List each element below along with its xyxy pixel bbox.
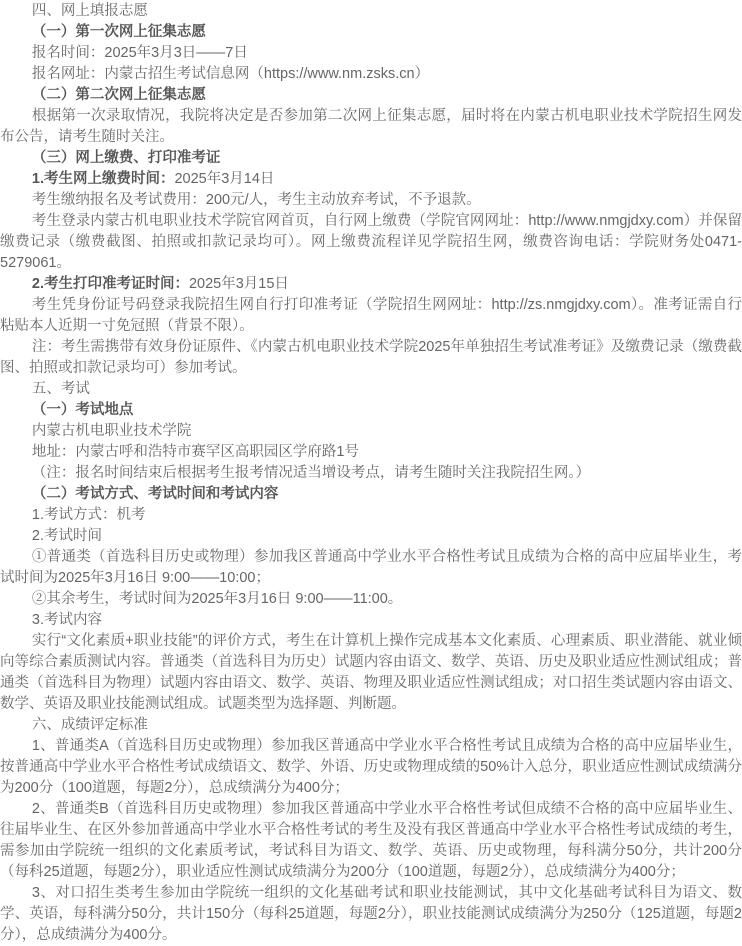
paragraph-text: 2025年3月15日 bbox=[188, 276, 289, 292]
paragraph: ①普通类（首选科目历史或物理）参加我区普通高中学业水平合格性考试且成绩为合格的高中应届毕业生，考试时间为2025年3月16日 9:00——10:00； bbox=[0, 549, 742, 586]
section-title: 六、成绩评定标准 bbox=[31, 717, 148, 733]
paragraph: 注：考生需携带有效身份证原件、《内蒙古机电职业技术学院2025年单独招生考试准考证》及缴费记录（缴费截图、拍照或扣款记录均可）参加考试。 bbox=[0, 339, 742, 376]
paragraph: 1.考试方式：机考 bbox=[31, 507, 146, 523]
sub-heading: （三）网上缴费、打印准考证 bbox=[31, 150, 221, 166]
sub-heading: （二）第二次网上征集志愿 bbox=[31, 87, 206, 103]
paragraph: 1、普通类A（首选科目历史或物理）参加我区普通高中学业水平合格性考试且成绩为合格的高中应届毕业生，按普通高中学业水平合格性考试成绩语文、数学、外语、历史或物理成绩的50%计入总分，职业适应性测试成绩满分为200分（100道题，每题2分），总成绩满分为400分； bbox=[0, 738, 742, 796]
paragraph-bold-label: 1.考生网上缴费时间： bbox=[31, 171, 175, 187]
sub-heading: （一）考试地点 bbox=[31, 402, 134, 418]
paragraph: 报名时间：2025年3月3日——7日 bbox=[31, 45, 248, 61]
paragraph: 根据第一次录取情况，我院将决定是否参加第二次网上征集志愿，届时将在内蒙古机电职业技术学院招生网发布公告，请考生随时关注。 bbox=[0, 108, 742, 145]
sub-heading: （一）第一次网上征集志愿 bbox=[31, 24, 206, 40]
section-title: 四、网上填报志愿 bbox=[31, 3, 148, 19]
paragraph: 考生缴纳报名及考试费用：200元/人，考生主动放弃考试，不予退款。 bbox=[31, 192, 481, 208]
paragraph: 2.考试时间 bbox=[31, 528, 102, 544]
paragraph-bold-label: 2.考生打印准考证时间： bbox=[31, 276, 189, 292]
paragraph: 2、普通类B（首选科目历史或物理）参加我区普通高中学业水平合格性考试但成绩不合格的高中应届毕业生、往届毕业生、在区外参加普通高中学业水平合格性考试的考生及没有我区普通高中学业水平合格性考试成绩的考生，需参加由学院统一组织的文化素质考试，考试科目为语文、数学、英语、历史或物理，每科满分50分，共计200分（每科25道题，每题2分），职业适应性测试成绩满分为200分（100道题，每题2分），总成绩满分为400分； bbox=[0, 801, 742, 880]
paragraph: 3.考试内容 bbox=[31, 612, 102, 628]
paragraph-text: 2025年3月14日 bbox=[174, 171, 275, 187]
paragraph bbox=[0, 169, 742, 190]
paragraph: 报名网址：内蒙古招生考试信息网（https://www.nm.zsks.cn） bbox=[31, 66, 430, 82]
paragraph: 实行“文化素质+职业技能”的评价方式，考生在计算机上操作完成基本文化素质、心理素质、职业潜能、就业倾向等综合素质测试内容。普通类（首选科目为历史）试题内容由语文、数学、英语、历史及职业适应性测试组成；普通类（首选科目为物理）试题内容由语文、数学、英语、物理及职业适应性测试组成；对口招生类试题内容由语文、数学、英语及职业技能测试组成。试题类型为选择题、判断题。 bbox=[0, 633, 742, 712]
paragraph: 考生登录内蒙古机电职业技术学院官网首页，自行网上缴费（学院官网网址：http://www.nmgjdxy.com）并保留缴费记录（缴费截图、拍照或扣款记录均可）。网上缴费流程详见学院招生网，缴费咨询电话：学院财务处0471-5279061。 bbox=[0, 213, 742, 271]
paragraph: ②其余考生，考试时间为2025年3月16日 9:00——11:00。 bbox=[31, 591, 403, 607]
paragraph: 地址：内蒙古呼和浩特市赛罕区高职园区学府路1号 bbox=[31, 444, 359, 460]
sub-heading: （二）考试方式、考试时间和考试内容 bbox=[31, 486, 279, 502]
section-title: 五、考试 bbox=[31, 381, 90, 397]
paragraph: 内蒙古机电职业技术学院 bbox=[31, 423, 192, 439]
paragraph: （注：报名时间结束后根据考生报考情况适当增设考点，请考生随时关注我院招生网。） bbox=[31, 465, 591, 481]
paragraph: 3、对口招生类考生参加由学院统一组织的文化基础考试和职业技能测试，其中文化基础考试科目为语文、数学、英语，每科满分50分，共计150分（每科25道题，每题2分），职业技能测试成绩满分为250分（125道题，每题2分），总成绩满分为400分。 bbox=[0, 885, 742, 943]
paragraph: 考生凭身份证号码登录我院招生网自行打印准考证（学院招生网网址：http://zs.nmgjdxy.com）。准考证需自行粘贴本人近期一寸免冠照（背景不限）。 bbox=[0, 297, 742, 334]
paragraph bbox=[0, 274, 742, 295]
